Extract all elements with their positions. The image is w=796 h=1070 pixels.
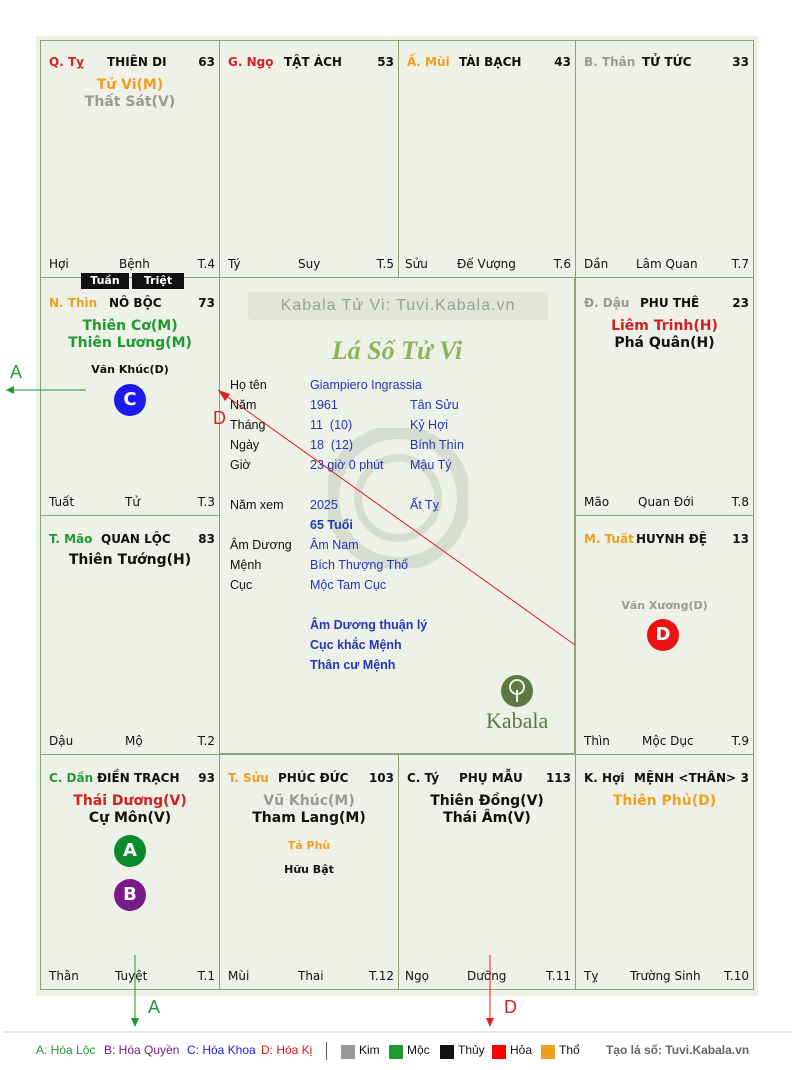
palace-stage: Đế Vượng xyxy=(457,257,516,271)
info-label: Năm xem xyxy=(230,498,284,512)
major-star: Phá Quân(H) xyxy=(614,335,715,351)
marker-hoa-ki: D xyxy=(647,619,679,651)
palace-stage: Bệnh xyxy=(119,257,150,271)
arrow-label-d-bottom: D xyxy=(504,997,517,1017)
info-value: 2025 xyxy=(310,498,338,512)
palace-limit: T.3 xyxy=(197,495,215,509)
palace-stage: Trường Sinh xyxy=(630,969,701,983)
palace-stage: Quan Đới xyxy=(638,495,694,509)
palace-stage: Tuyệt xyxy=(115,969,148,983)
legend-hoa: Hỏa xyxy=(510,1043,533,1057)
kabala-logo-text: Kabala xyxy=(486,708,549,733)
legend-hoa-ki: D: Hóa Kị xyxy=(261,1043,313,1057)
palace-can: Q. Tỵ xyxy=(49,55,84,69)
triet-badge: Triệt xyxy=(132,273,184,289)
major-star: Thái Âm(V) xyxy=(443,810,531,826)
note-line: Thân cư Mệnh xyxy=(310,658,396,672)
palace-branch: Mão xyxy=(584,495,610,509)
legend-kim: Kim xyxy=(359,1043,380,1057)
palace-stage: Lâm Quan xyxy=(636,257,698,271)
swatch-kim xyxy=(341,1045,355,1059)
palace-number: 3 xyxy=(740,771,749,785)
major-star: Liêm Trinh(H) xyxy=(611,318,718,334)
palace-can: B. Thân xyxy=(584,55,636,69)
palace-branch: Thìn xyxy=(584,734,610,748)
palace-can: G. Ngọ xyxy=(228,55,274,69)
palace-branch: Tý xyxy=(228,257,241,271)
swatch-thuy xyxy=(440,1045,454,1059)
palace-number: 103 xyxy=(368,771,394,785)
info-value: 23 giờ 0 phút xyxy=(310,458,384,472)
info-value-can-chi: Kỷ Hợi xyxy=(410,418,449,432)
palace-limit: T.9 xyxy=(731,734,749,748)
major-star: Tham Lang(M) xyxy=(252,810,366,826)
info-label: Ngày xyxy=(230,438,260,452)
palace-number: 73 xyxy=(198,296,215,310)
palace-branch: Ngọ xyxy=(405,969,429,983)
info-label: Giờ xyxy=(230,458,251,472)
palace-name: NÔ BỘC xyxy=(109,296,162,310)
info-value: 65 Tuổi xyxy=(310,518,353,532)
palace-name: PHU THÊ xyxy=(640,296,700,310)
major-star: Vũ Khúc(M) xyxy=(263,793,355,809)
palace-name: QUAN LỘC xyxy=(101,532,171,546)
palace-stage: Thai xyxy=(298,969,324,983)
info-label: Năm xyxy=(230,398,257,412)
palace-limit: T.11 xyxy=(546,969,571,983)
info-value: Mộc Tam Cục xyxy=(310,578,387,592)
info-label: Tháng xyxy=(230,418,266,432)
palace-branch: Hợi xyxy=(49,257,69,271)
palace-can: N. Thìn xyxy=(49,296,98,310)
palace-number: 113 xyxy=(545,771,571,785)
info-value: Bích Thượng Thổ xyxy=(310,558,409,572)
palace-name: PHỤ MẪU xyxy=(459,771,523,785)
marker-hoa-loc: A xyxy=(114,835,146,867)
palace-number: 33 xyxy=(732,55,749,69)
palace-name: MỆNH <THÂN> xyxy=(634,771,737,785)
palace-can: Đ. Dậu xyxy=(584,296,630,310)
minor-star: Văn Xương(D) xyxy=(621,599,708,612)
minor-star: Văn Khúc(D) xyxy=(91,363,169,376)
major-star: Thất Sát(V) xyxy=(84,94,176,110)
legend-tho: Thổ xyxy=(559,1043,580,1057)
minor-star: Hữu Bật xyxy=(284,863,334,876)
palace-can: C. Dần xyxy=(49,771,94,785)
palace-limit: T.7 xyxy=(731,257,749,271)
swatch-tho xyxy=(541,1045,555,1059)
palace-name: TỬ TỨC xyxy=(642,55,692,69)
palace-stage: Dưỡng xyxy=(467,969,507,983)
arrow-label-a-bottom: A xyxy=(148,997,161,1017)
minor-star: Tả Phù xyxy=(287,839,331,852)
legend-divider xyxy=(326,1042,327,1060)
site-link[interactable]: Tạo lá số: Tuvi.Kabala.vn xyxy=(606,1043,750,1057)
palace-branch: Thân xyxy=(49,969,79,983)
palace-can: T. Sửu xyxy=(228,771,269,785)
palace-limit: T.6 xyxy=(553,257,571,271)
palace-name: TẬT ÁCH xyxy=(284,55,342,69)
arrow-label-d-mid: D xyxy=(213,408,226,428)
legend-thuy: Thủy xyxy=(458,1043,485,1057)
major-star: Cự Môn(V) xyxy=(88,810,172,826)
major-star: Thiên Lương(M) xyxy=(68,335,192,351)
info-label: Âm Dương xyxy=(230,538,292,552)
site-banner: Kabala Tử Vi: Tuvi.Kabala.vn xyxy=(248,292,548,320)
legend-moc: Mộc xyxy=(407,1043,430,1057)
palace-can: M. Tuất xyxy=(584,532,634,546)
swatch-hoa xyxy=(492,1045,506,1059)
note-line: Cục khắc Mệnh xyxy=(310,638,402,652)
major-star: Thiên Đồng(V) xyxy=(430,793,544,809)
info-value-can-chi: Mậu Tý xyxy=(410,458,452,472)
info-value: 11 (10) xyxy=(310,418,353,432)
palace-branch: Tỵ xyxy=(584,969,599,983)
tuan-badge: Tuần xyxy=(81,273,129,289)
palace-number: 93 xyxy=(198,771,215,785)
info-value: Âm Nam xyxy=(310,538,359,552)
info-value: 18 (12) xyxy=(310,438,354,452)
info-label: Mệnh xyxy=(230,558,262,572)
legend-hoa-quyen: B: Hóa Quyền xyxy=(104,1043,180,1057)
palace-number: 83 xyxy=(198,532,215,546)
info-value-can-chi: Bính Thìn xyxy=(410,438,464,452)
palace-can: C. Tý xyxy=(407,771,440,785)
palace-limit: T.1 xyxy=(197,969,215,983)
palace-limit: T.4 xyxy=(197,257,215,271)
palace-limit: T.2 xyxy=(197,734,215,748)
info-value: 1961 xyxy=(310,398,338,412)
palace-branch: Dậu xyxy=(49,734,74,748)
arrow-label-a-left: A xyxy=(10,362,23,382)
major-star: Thái Dương(V) xyxy=(73,793,187,809)
palace-number: 63 xyxy=(198,55,215,69)
page-title: Lá Số Tử Vi xyxy=(331,336,463,365)
palace-limit: T.5 xyxy=(376,257,394,271)
palace-name: TÀI BẠCH xyxy=(459,55,522,69)
info-value: Giampiero Ingrassia xyxy=(310,378,422,392)
palace-limit: T.12 xyxy=(369,969,394,983)
note-line: Âm Dương thuận lý xyxy=(310,618,428,632)
info-value-can-chi: Ất Tỵ xyxy=(410,498,439,512)
marker-hoa-quyen: B xyxy=(114,879,146,911)
palace-number: 13 xyxy=(732,532,749,546)
palace-name: PHÚC ĐỨC xyxy=(278,771,349,785)
palace-can: K. Hợi xyxy=(584,771,625,785)
palace-name: HUYNH ĐỆ xyxy=(636,532,707,546)
marker-hoa-khoa: C xyxy=(114,384,146,416)
palace-can: T. Mão xyxy=(49,532,93,546)
palace-branch: Tuất xyxy=(49,495,75,509)
major-star: Thiên Cơ(M) xyxy=(82,318,178,334)
palace-name: THIÊN DI xyxy=(107,55,167,69)
palace-number: 43 xyxy=(554,55,571,69)
info-label: Họ tên xyxy=(230,378,267,392)
swatch-moc xyxy=(389,1045,403,1059)
palace-stage: Suy xyxy=(298,257,321,271)
palace-number: 23 xyxy=(732,296,749,310)
palace-stage: Mộc Dục xyxy=(642,734,694,748)
major-star: Thiên Phủ(D) xyxy=(612,793,717,809)
palace-number: 53 xyxy=(377,55,394,69)
palace-stage: Mộ xyxy=(125,734,143,748)
palace-can: Ấ. Mùi xyxy=(407,55,450,69)
legend-hoa-loc: A: Hóa Lộc xyxy=(36,1043,96,1057)
info-value-can-chi: Tân Sửu xyxy=(410,398,459,412)
palace-limit: T.8 xyxy=(731,495,749,509)
palace-name: ĐIỀN TRẠCH xyxy=(97,771,180,785)
palace-stage: Tử xyxy=(125,495,140,509)
major-star: Thiên Tướng(H) xyxy=(68,552,192,568)
palace-branch: Mùi xyxy=(228,969,250,983)
palace-branch: Dần xyxy=(584,257,609,271)
palace-limit: T.10 xyxy=(724,969,749,983)
info-label: Cục xyxy=(230,578,253,592)
legend-hoa-khoa: C: Hóa Khoa xyxy=(187,1043,256,1057)
palace-branch: Sửu xyxy=(405,257,428,271)
major-star: Tử Vi(M) xyxy=(96,77,164,93)
